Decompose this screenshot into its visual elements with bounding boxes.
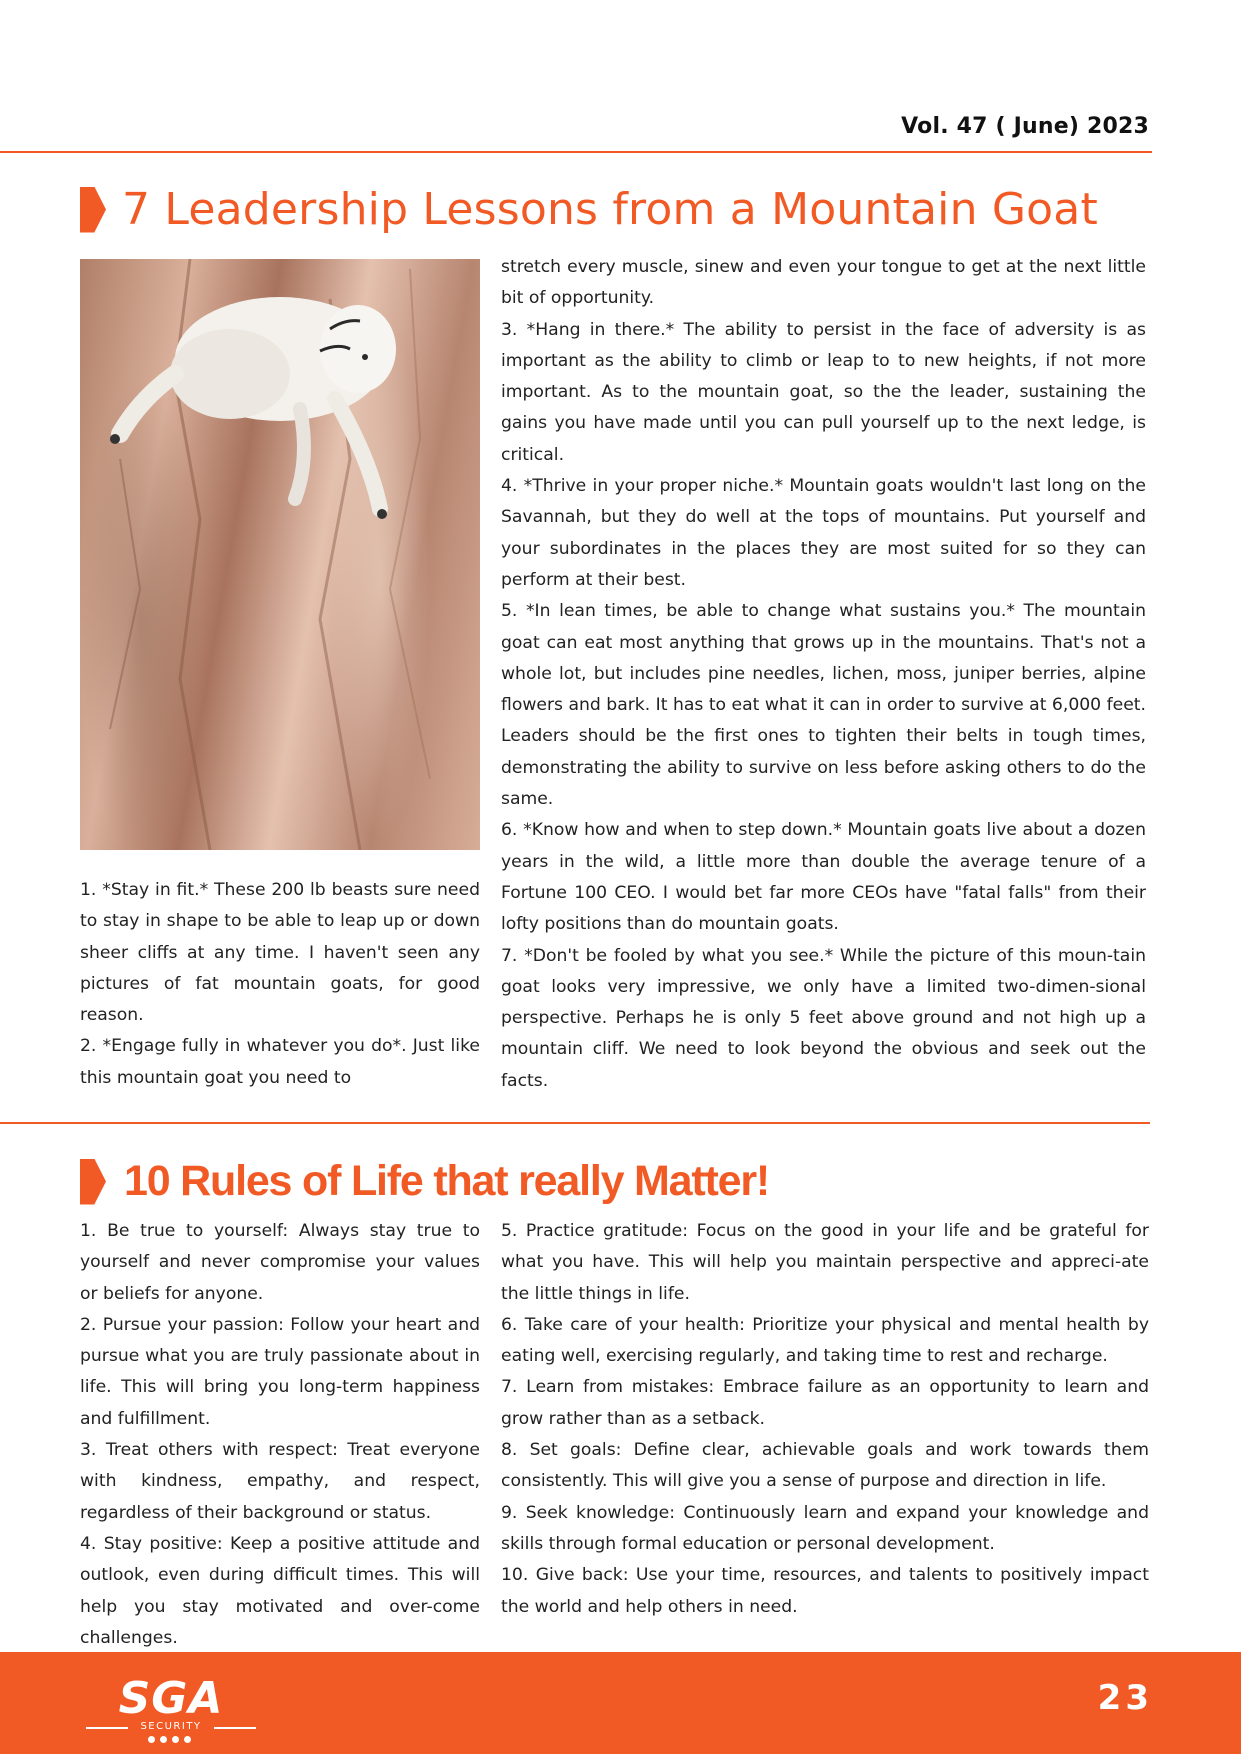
article1-title: 7 Leadership Lessons from a Mountain Goat	[122, 184, 1098, 235]
article2-right-column	[501, 1216, 1149, 1623]
footer-bar	[0, 1652, 1241, 1754]
paragraph: stretch every muscle, sinew and even your tongue to get at the next little bit of opportunity.	[501, 257, 1146, 309]
paragraph: 3. Treat others with respect: Treat everyone with kindness, empathy, and respect, regardless of their background or status.	[80, 1440, 480, 1523]
paragraph: 4. Stay positive: Keep a positive attitude and outlook, even during difficult times. This will help you stay motivated and over-come challenges.	[80, 1533, 480, 1648]
heading-marker-icon	[80, 187, 106, 233]
goat-illustration-icon	[80, 259, 480, 850]
article1-left-column	[80, 875, 480, 1094]
paragraph: 1. Be true to yourself: Always stay true to yourself and never compromise your values or beliefs for anyone.	[80, 1221, 480, 1304]
article2-heading	[80, 1157, 769, 1206]
paragraph: 7. Learn from mistakes: Embrace failure as an opportunity to learn and grow rather than as a setback.	[501, 1377, 1149, 1429]
paragraph: 6. Take care of your health: Prioritize your physical and mental health by eating well, exercising regularly, and taking time to rest and recharge.	[501, 1314, 1149, 1367]
logo-dots-icon	[148, 1736, 191, 1743]
paragraph: 5. *In lean times, be able to change what sustains you.* The mountain goat can eat most anything that grows up in the mountains. That's not a whole lot, but includes pine needles, lichen, moss, juniper berries, alpine flowers and bark. It has to eat what it can in order to survive at 6,000 feet. Leaders should be the first ones to tighten their belts in tough times, demonstrating the ability to survive on less before asking others to do the same.	[501, 601, 1146, 810]
paragraph: 3. *Hang in there.* The ability to persist in the face of adversity is as important as the ability to climb or leap to to new heights, if not more important. As to the mountain goat, so the the leader, sustaining the gains you have made until you can pull yourself up to the next ledge, is critical.	[501, 319, 1146, 465]
paragraph: 4. *Thrive in your proper niche.* Mountain goats wouldn't last long on the Savannah, but they do well at the tops of mountains. Put yourself and your subordinates in the places they are most suited for so they can perform at their best.	[501, 476, 1146, 590]
paragraph: 2. Pursue your passion: Follow your heart and pursue what you are truly passionate about in life. This will bring you long-term happiness and fulfillment.	[80, 1314, 480, 1429]
article2-left-column	[80, 1216, 480, 1654]
top-divider	[0, 151, 1152, 153]
paragraph: 9. Seek knowledge: Continuously learn and expand your knowledge and skills through formal education or personal development.	[501, 1502, 1149, 1554]
page-number: 23	[1097, 1678, 1153, 1718]
paragraph: 8. Set goals: Define clear, achievable goals and work towards them consistently. This will give you a sense of purpose and direction in life.	[501, 1440, 1149, 1492]
paragraph: 2. *Engage fully in whatever you do*. Just like this mountain goat you need to	[80, 1036, 480, 1088]
paragraph: 10. Give back: Use your time, resources, and talents to positively impact the world and help others in need.	[501, 1565, 1149, 1617]
section-divider	[0, 1122, 1150, 1124]
paragraph: 1. *Stay in fit.* These 200 lb beasts sure need to stay in shape to be able to leap up or down sheer cliffs at any time. I haven't seen any pictures of fat mountain goats, for good reason.	[80, 880, 480, 1026]
article1-heading	[80, 184, 1098, 235]
article1-right-column	[501, 252, 1146, 1097]
paragraph: 5. Practice gratitude: Focus on the good in your life and be grateful for what you have. This will help you maintain perspective and appreci-ate the little things in life.	[501, 1221, 1149, 1304]
heading-marker-icon	[80, 1159, 106, 1205]
mountain-goat-photo	[80, 259, 480, 850]
paragraph: 7. *Don't be fooled by what you see.* While the picture of this moun-tain goat looks very impressive, we only have a limited two-dimen-sional perspective. Perhaps he is only 5 feet above ground and not high up a mountain cliff. We need to look beyond the obvious and seek out the facts.	[501, 945, 1146, 1091]
paragraph: 6. *Know how and when to step down.* Mountain goats live about a dozen years in the wild, a little more than double the average tenure of a Fortune 100 CEO. I would bet far more CEOs have "fatal falls" from their lofty positions than do mountain goats.	[501, 820, 1146, 935]
logo-text: SGA	[118, 1673, 224, 1724]
article2-title: 10 Rules of Life that really Matter!	[124, 1157, 769, 1205]
logo-subtext: SECURITY	[86, 1721, 256, 1732]
volume-label: Vol. 47 ( June) 2023	[901, 114, 1149, 139]
sga-logo	[86, 1673, 256, 1745]
